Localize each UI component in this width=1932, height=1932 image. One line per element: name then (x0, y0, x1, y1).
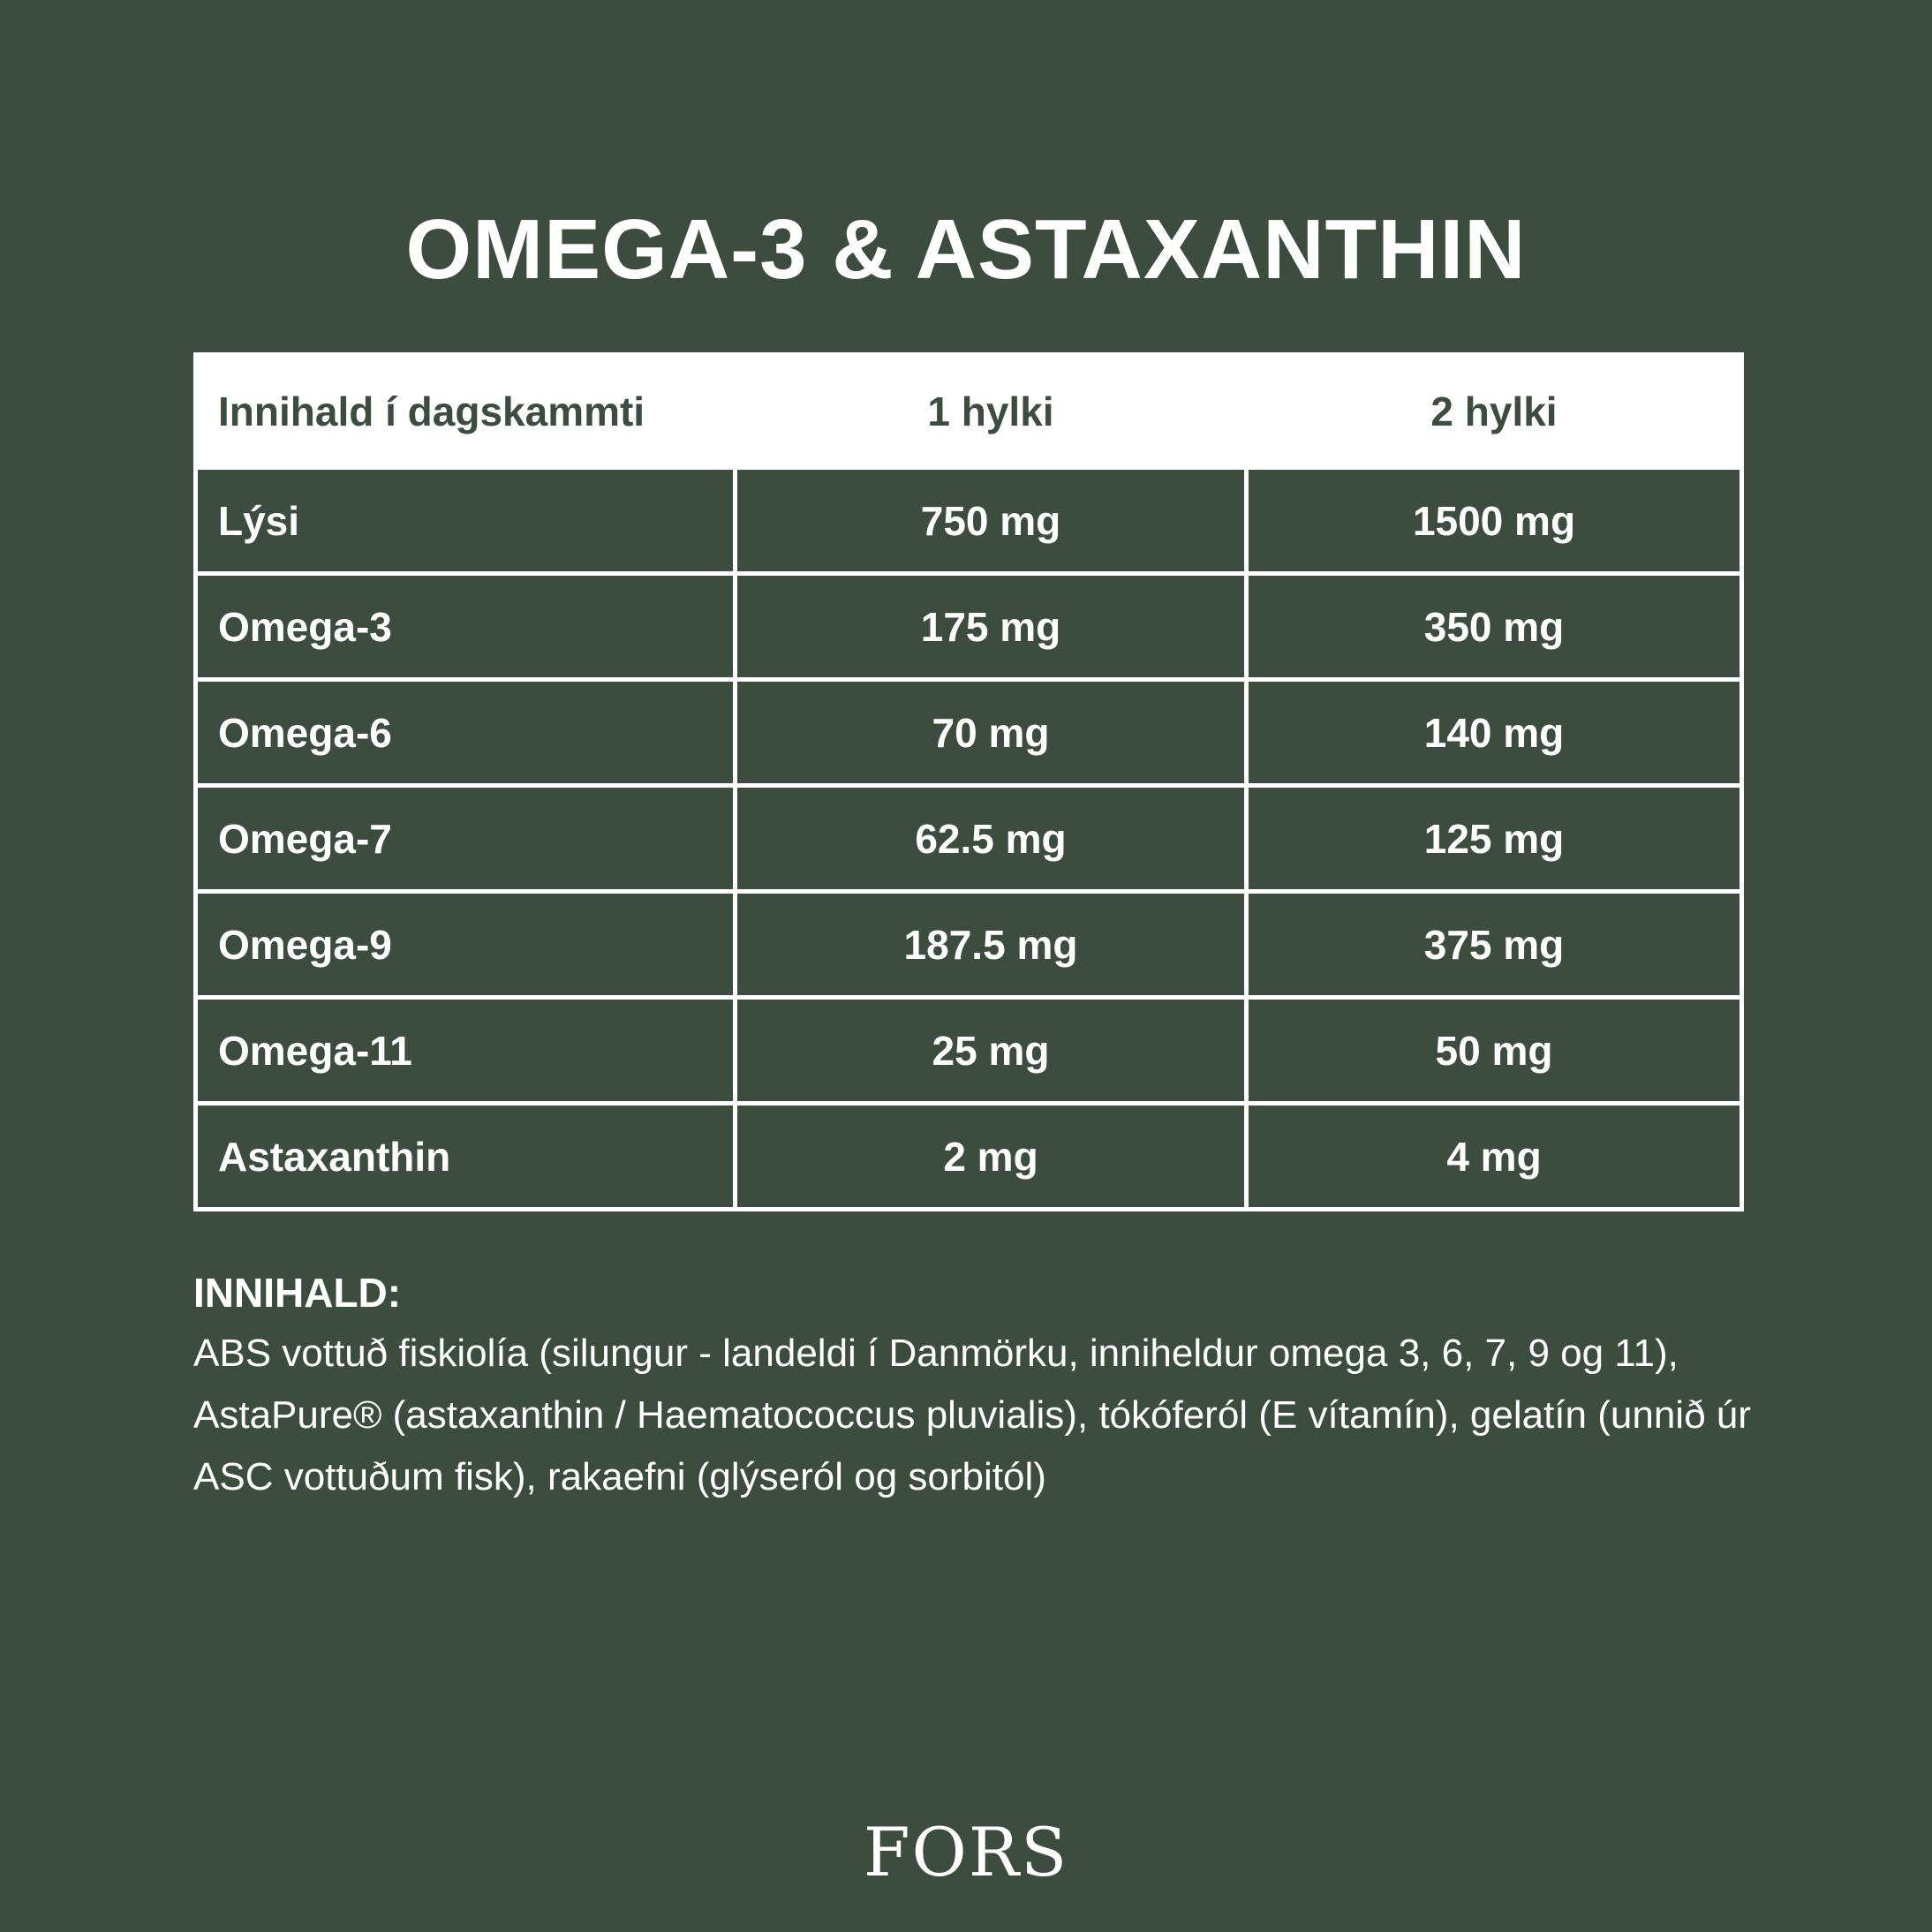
row-name: Astaxanthin (196, 1104, 736, 1210)
row-value-two: 125 mg (1247, 786, 1742, 892)
page-title: OMEGA-3 & ASTAXANTHIN (405, 202, 1527, 297)
row-name: Omega-9 (196, 892, 736, 998)
row-value-two: 140 mg (1247, 680, 1742, 786)
row-value-one: 750 mg (736, 468, 1247, 574)
header-ingredient: Innihald í dagskammti (196, 355, 736, 468)
row-name: Omega-3 (196, 574, 736, 680)
row-value-two: 350 mg (1247, 574, 1742, 680)
header-two-capsules: 2 hylki (1247, 355, 1742, 468)
row-value-two: 4 mg (1247, 1104, 1742, 1210)
table-row (196, 574, 1742, 680)
row-value-two: 375 mg (1247, 892, 1742, 998)
row-value-one: 70 mg (736, 680, 1247, 786)
table-row (196, 680, 1742, 786)
nutrition-table-container (193, 352, 1740, 1211)
header-one-capsule: 1 hylki (736, 355, 1247, 468)
row-name: Omega-6 (196, 680, 736, 786)
table-row (196, 468, 1742, 574)
ingredients-heading: INNIHALD: (193, 1270, 402, 1316)
row-value-two: 50 mg (1247, 998, 1742, 1104)
table-row (196, 998, 1742, 1104)
brand-logo: FORS (863, 1813, 1069, 1891)
nutrition-table (193, 352, 1744, 1211)
row-value-one: 175 mg (736, 574, 1247, 680)
row-name: Omega-7 (196, 786, 736, 892)
row-name: Omega-11 (196, 998, 736, 1104)
table-row (196, 892, 1742, 998)
row-name: Lýsi (196, 468, 736, 574)
row-value-one: 25 mg (736, 998, 1247, 1104)
table-header-row (196, 355, 1742, 468)
ingredients-text: ABS vottuð fiskiolía (silungur - landeldi í Danmörku, inniheldur omega 3, 6, 7, 9 og 11), AstaPure® (astaxanthin / Haematococcus pluvialis), tókóferól (E vítamín), gelatín (unnið úr ASC vottuðum fisk), rakaefni (glýseról og sorbitól) (193, 1332, 1751, 1498)
row-value-two: 1500 mg (1247, 468, 1742, 574)
row-value-one: 2 mg (736, 1104, 1247, 1210)
table-row (196, 1104, 1742, 1210)
table-row (196, 786, 1742, 892)
row-value-one: 187.5 mg (736, 892, 1247, 998)
row-value-one: 62.5 mg (736, 786, 1247, 892)
